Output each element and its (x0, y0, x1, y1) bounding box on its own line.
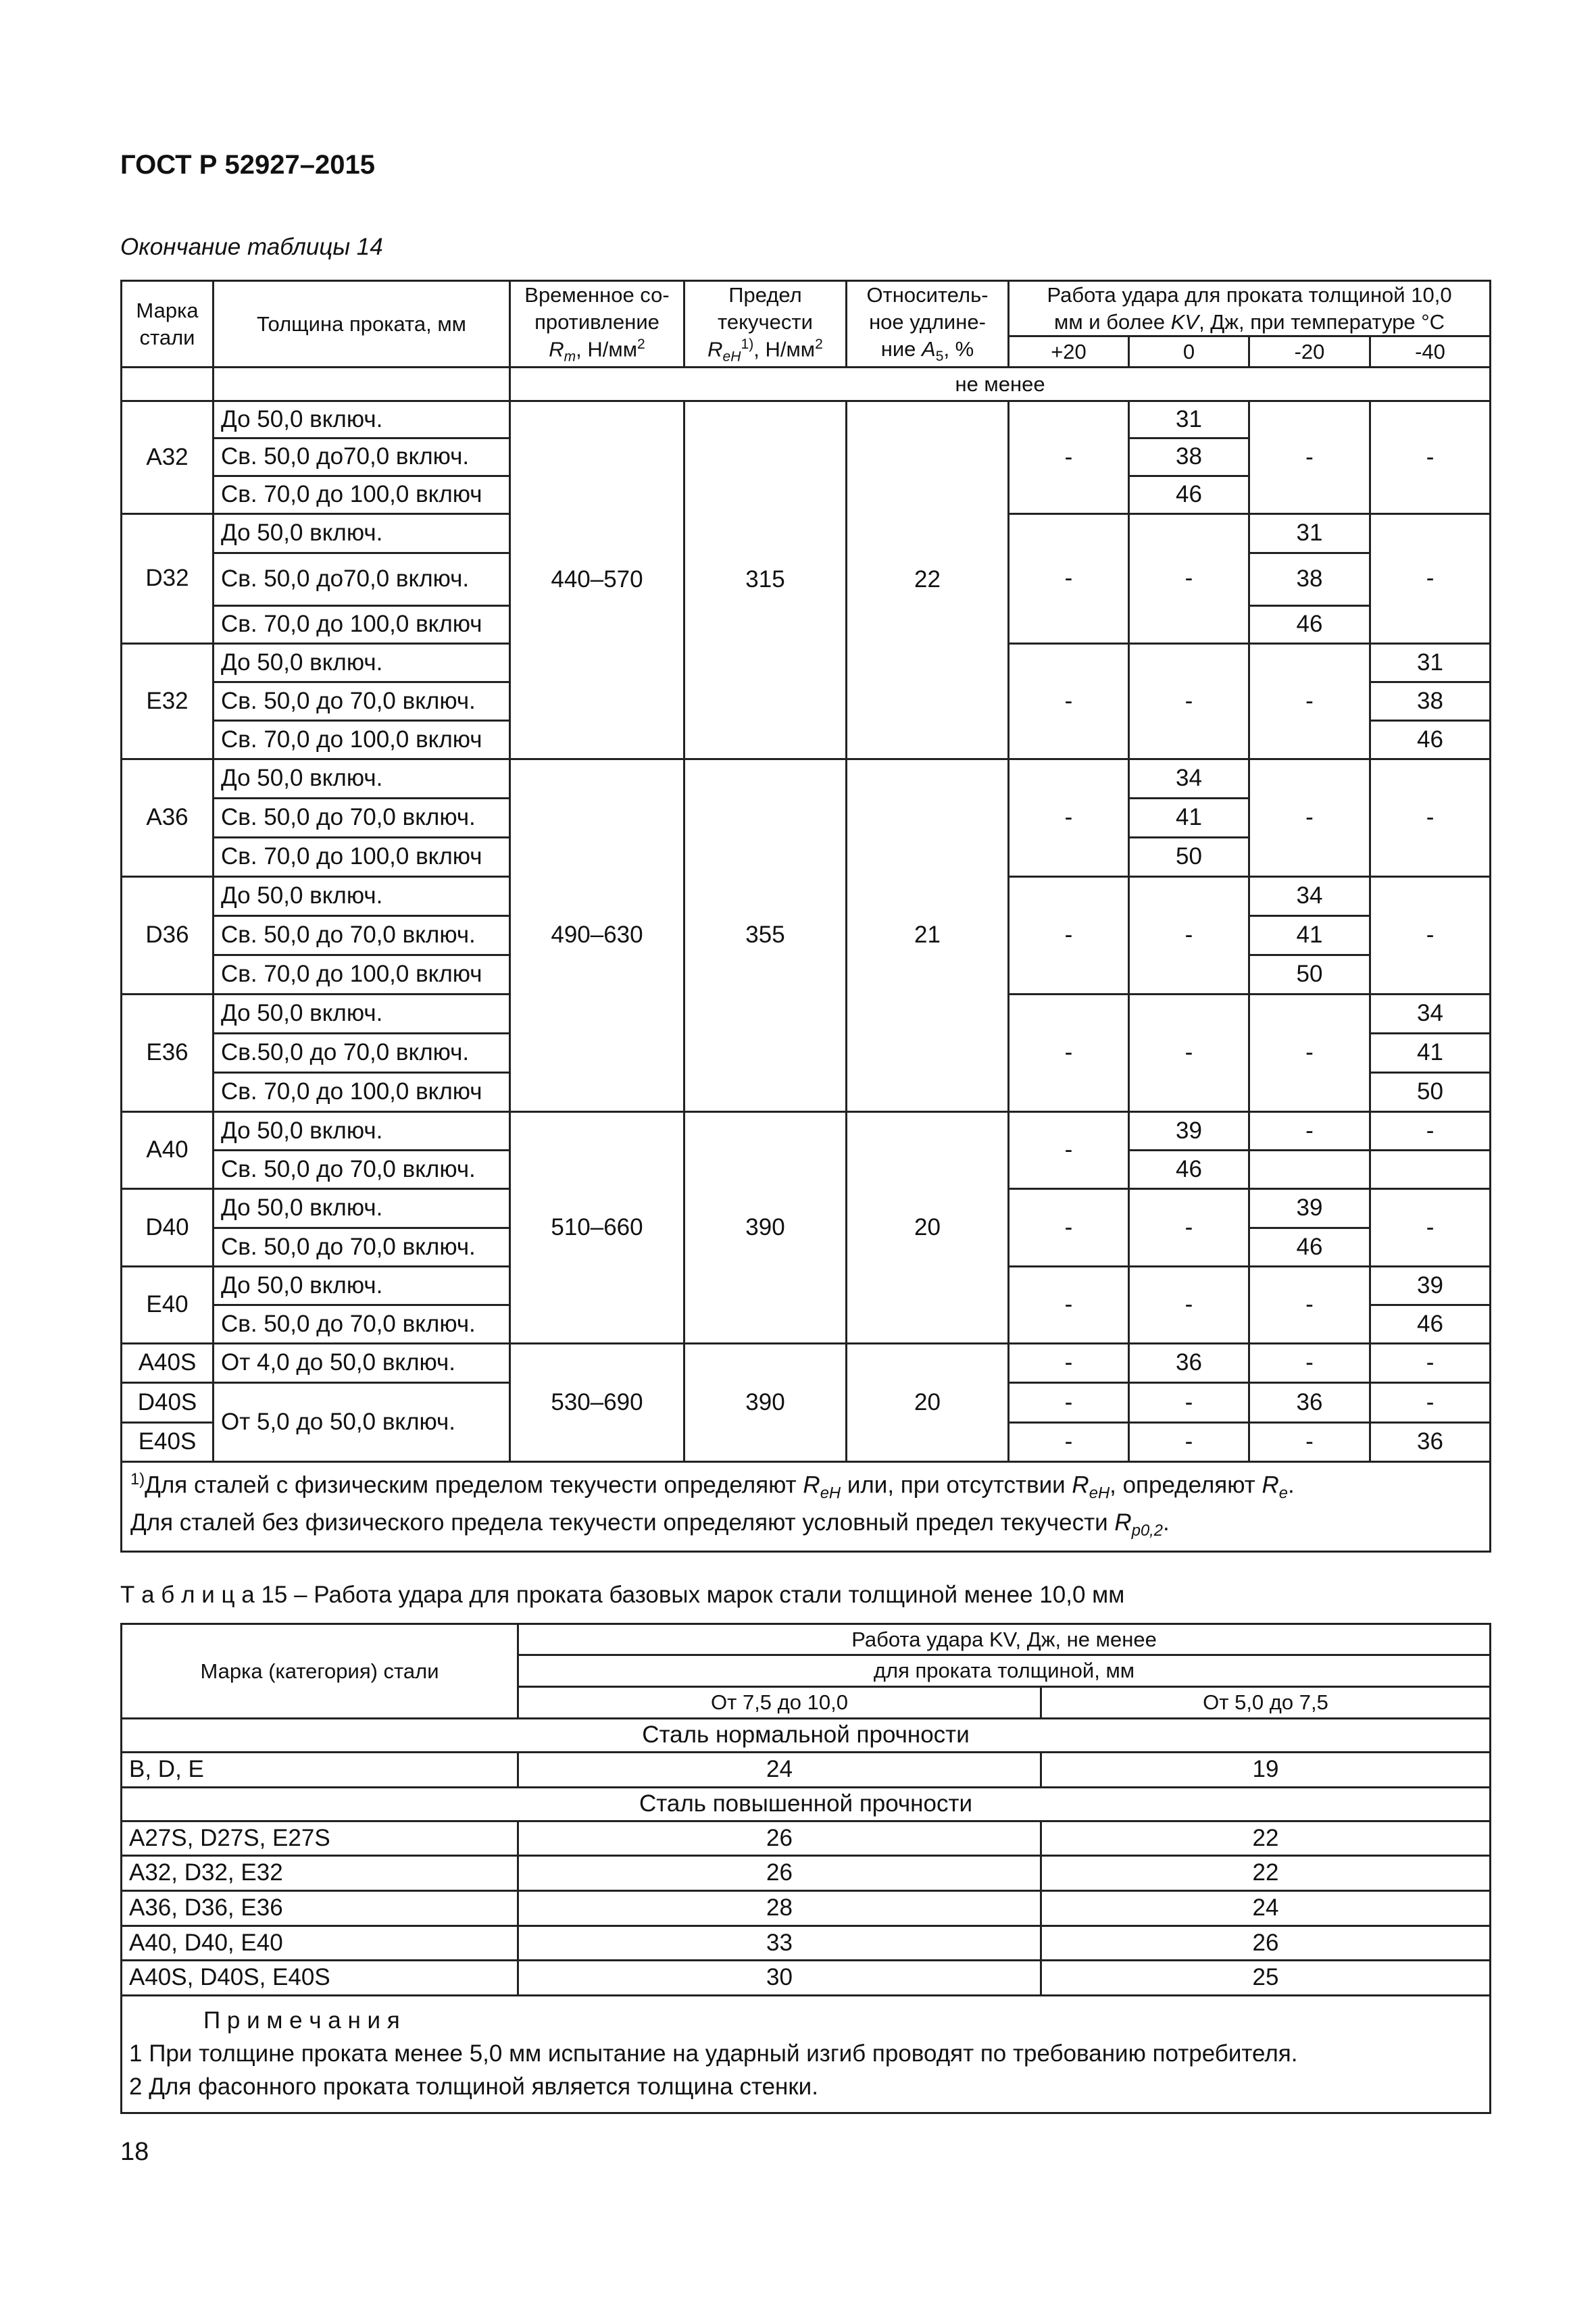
elongation-cell: 20 (847, 1344, 1009, 1462)
thickness-cell: Св. 50,0 до 70,0 включ. (214, 682, 510, 721)
value-cell: 24 (518, 1753, 1041, 1788)
tensile-cell: 530–690 (510, 1344, 684, 1462)
thickness-cell: Св. 50,0 до70,0 включ. (214, 553, 510, 606)
grade-cell: E36 (122, 995, 214, 1112)
thickness-cell: Св. 50,0 до 70,0 включ. (214, 799, 510, 838)
note-1: 1 При толщине проката менее 5,0 мм испытание на ударный изгиб проводят по требованию потребителя. (129, 2040, 1298, 2067)
header-thickness: для проката толщиной, мм (518, 1655, 1491, 1687)
header-min-note: не менее (510, 368, 1491, 401)
impact-cell: - (1009, 644, 1129, 759)
impact-cell: - (1009, 1423, 1129, 1462)
value-cell: 22 (1041, 1856, 1491, 1891)
impact-cell: 31 (1370, 644, 1491, 682)
impact-cell: 46 (1129, 476, 1249, 514)
header-temp: -20 (1249, 336, 1370, 368)
impact-cell: 36 (1129, 1344, 1249, 1383)
impact-cell: - (1370, 514, 1491, 644)
thickness-cell: Св. 70,0 до 100,0 включ (214, 955, 510, 995)
impact-cell: 36 (1370, 1423, 1491, 1462)
elongation-cell: 21 (847, 759, 1009, 1112)
notes-title: П р и м е ч а н и я (203, 2007, 400, 2034)
impact-cell: - (1129, 1189, 1249, 1267)
impact-cell: - (1009, 1344, 1129, 1383)
yield-cell: 390 (684, 1344, 847, 1462)
page-number: 18 (120, 2138, 149, 2166)
impact-cell: - (1249, 1112, 1370, 1151)
impact-cell: - (1370, 1189, 1491, 1267)
thickness-cell: Св. 70,0 до 100,0 включ (214, 476, 510, 514)
impact-cell: 46 (1249, 606, 1370, 644)
grade-cell: A27S, D27S, E27S (122, 1821, 518, 1856)
impact-cell: - (1370, 401, 1491, 514)
impact-cell: - (1129, 1423, 1249, 1462)
impact-cell: - (1370, 877, 1491, 995)
grade-cell: A36, D36, E36 (122, 1891, 518, 1926)
impact-cell: - (1370, 759, 1491, 877)
grade-cell: E40 (122, 1267, 214, 1344)
note-2: 2 Для фасонного проката толщиной является толщина стенки. (129, 2073, 818, 2100)
tensile-cell: 440–570 (510, 401, 684, 759)
impact-cell: 41 (1129, 799, 1249, 838)
thickness-cell: Св.50,0 до 70,0 включ. (214, 1034, 510, 1073)
table-14 (120, 280, 1491, 1553)
value-cell: 24 (1041, 1891, 1491, 1926)
impact-cell: 46 (1129, 1151, 1249, 1189)
impact-cell: 46 (1249, 1228, 1370, 1267)
thickness-cell: Св. 70,0 до 100,0 включ (214, 721, 510, 759)
impact-cell: 39 (1249, 1189, 1370, 1228)
header-tensile-strength: Временное со- противление $R_m$, $Н/мм^2$ (510, 281, 684, 368)
value-cell: 33 (518, 1926, 1041, 1961)
impact-cell: - (1009, 759, 1129, 877)
impact-cell: 41 (1249, 916, 1370, 955)
tensile-cell: 490–630 (510, 759, 684, 1112)
header-temp: +20 (1009, 336, 1129, 368)
grade-cell: A32, D32, E32 (122, 1856, 518, 1891)
impact-cell: 46 (1370, 721, 1491, 759)
grade-cell: A40, D40, E40 (122, 1926, 518, 1961)
grade-cell: A40S (122, 1344, 214, 1383)
impact-cell: - (1370, 1383, 1491, 1423)
yield-cell: 355 (684, 759, 847, 1112)
elongation-cell: 22 (847, 401, 1009, 759)
tensile-cell: 510–660 (510, 1112, 684, 1344)
thickness-cell: Св. 50,0 до 70,0 включ. (214, 1305, 510, 1344)
grade-cell: D32 (122, 514, 214, 644)
impact-cell: - (1129, 1267, 1249, 1344)
impact-cell: - (1009, 1267, 1129, 1344)
impact-cell: - (1249, 995, 1370, 1112)
impact-cell: - (1370, 1344, 1491, 1383)
impact-cell: 50 (1129, 838, 1249, 877)
header-elongation: Относитель- ное удлине- ние $A_5$, % (847, 281, 1009, 368)
table-14-footnote: $^{1)}$Для сталей с физическим пределом текучести определяют $R_{eH}$ или, при отсутствии $R_{eH}$, определяют $R_e$. Для сталей без физического предела текучести определяют условный предел текучести $R_{p0,2}$. (122, 1462, 1491, 1552)
table-15 (120, 1623, 1491, 2114)
thickness-cell: Св. 70,0 до 100,0 включ (214, 606, 510, 644)
value-cell: 28 (518, 1891, 1041, 1926)
thickness-cell: До 50,0 включ. (214, 644, 510, 682)
thickness-cell: Св. 50,0 до70,0 включ. (214, 438, 510, 476)
header-thickness: Толщина проката, мм (214, 281, 510, 368)
impact-cell: - (1249, 1344, 1370, 1383)
impact-cell: - (1129, 1383, 1249, 1423)
value-cell: 26 (518, 1856, 1041, 1891)
header-yield-strength: Предел текучести $R_{eH}^{1)}$, $Н/мм^2$ (684, 281, 847, 368)
thickness-cell: Св. 50,0 до 70,0 включ. (214, 916, 510, 955)
impact-cell: - (1129, 995, 1249, 1112)
thickness-cell: Св. 70,0 до 100,0 включ (214, 1073, 510, 1112)
impact-cell: 34 (1129, 759, 1249, 799)
thickness-cell: До 50,0 включ. (214, 401, 510, 438)
thickness-cell: До 50,0 включ. (214, 995, 510, 1034)
grade-cell: A32 (122, 401, 214, 514)
thickness-cell: До 50,0 включ. (214, 514, 510, 553)
grade-cell: A40S, D40S, E40S (122, 1961, 518, 1996)
impact-cell: - (1129, 644, 1249, 759)
value-cell: 30 (518, 1961, 1041, 1996)
impact-cell: - (1009, 1383, 1129, 1423)
impact-cell: 46 (1370, 1305, 1491, 1344)
table-14-continuation-caption: Окончание таблицы 14 (120, 234, 383, 260)
table-15-caption: Т а б л и ц а 15 – Работа удара для проката базовых марок стали толщиной менее 10,0 мм (120, 1582, 1125, 1608)
grade-cell: A40 (122, 1112, 214, 1189)
section-normal-strength: Сталь нормальной прочности (122, 1719, 1491, 1753)
grade-cell: A36 (122, 759, 214, 877)
thickness-cell: До 50,0 включ. (214, 759, 510, 799)
impact-cell: - (1249, 401, 1370, 514)
header-impact-energy: Работа удара для проката толщиной 10,0 мм и более KV, Дж, при температуре °С (1009, 281, 1491, 336)
impact-cell: - (1009, 1189, 1129, 1267)
value-cell: 26 (1041, 1926, 1491, 1961)
impact-cell: - (1249, 644, 1370, 759)
impact-cell: 38 (1249, 553, 1370, 606)
impact-cell: - (1009, 1112, 1129, 1189)
thickness-cell: До 50,0 включ. (214, 1112, 510, 1151)
impact-cell: - (1009, 514, 1129, 644)
table-15-notes (122, 1996, 1491, 2113)
header-grade: Марка стали (122, 281, 214, 368)
impact-cell: 41 (1370, 1034, 1491, 1073)
grade-cell: E32 (122, 644, 214, 759)
section-high-strength: Сталь повышенной прочности (122, 1788, 1491, 1821)
impact-cell: 50 (1249, 955, 1370, 995)
impact-cell: 38 (1129, 438, 1249, 476)
header-temp: 0 (1129, 336, 1249, 368)
impact-cell: - (1249, 759, 1370, 877)
thickness-cell: Св. 50,0 до 70,0 включ. (214, 1151, 510, 1189)
impact-cell: 31 (1129, 401, 1249, 438)
value-cell: 25 (1041, 1961, 1491, 1996)
value-cell: 22 (1041, 1821, 1491, 1856)
header-col-5-7-5: От 5,0 до 7,5 (1041, 1687, 1491, 1719)
grade-cell: D40S (122, 1383, 214, 1423)
impact-cell: - (1009, 877, 1129, 995)
header-col-7-5-10: От 7,5 до 10,0 (518, 1687, 1041, 1719)
impact-cell: - (1009, 401, 1129, 514)
impact-cell: 34 (1370, 995, 1491, 1034)
impact-cell: 31 (1249, 514, 1370, 553)
grade-cell: B, D, E (122, 1753, 518, 1788)
thickness-cell: От 4,0 до 50,0 включ. (214, 1344, 510, 1383)
impact-cell: - (1249, 1267, 1370, 1344)
impact-cell: - (1129, 877, 1249, 995)
header-grade-category: Марка (категория) стали (122, 1624, 518, 1719)
thickness-cell: Св. 50,0 до 70,0 включ. (214, 1228, 510, 1267)
grade-cell: D36 (122, 877, 214, 995)
header-temp: -40 (1370, 336, 1491, 368)
header-impact-kv: Работа удара KV, Дж, не менее (518, 1624, 1491, 1655)
document-header: ГОСТ Р 52927–2015 (120, 150, 375, 180)
thickness-cell: До 50,0 включ. (214, 1267, 510, 1305)
elongation-cell: 20 (847, 1112, 1009, 1344)
impact-cell: - (1009, 995, 1129, 1112)
impact-cell: 34 (1249, 877, 1370, 916)
thickness-cell: До 50,0 включ. (214, 877, 510, 916)
impact-cell: - (1129, 514, 1249, 644)
thickness-cell: До 50,0 включ. (214, 1189, 510, 1228)
grade-cell: D40 (122, 1189, 214, 1267)
impact-cell: - (1249, 1423, 1370, 1462)
impact-cell: - (1370, 1112, 1491, 1151)
impact-cell: 39 (1370, 1267, 1491, 1305)
impact-cell: 39 (1129, 1112, 1249, 1151)
yield-cell: 390 (684, 1112, 847, 1344)
impact-cell: 38 (1370, 682, 1491, 721)
grade-cell: E40S (122, 1423, 214, 1462)
value-cell: 19 (1041, 1753, 1491, 1788)
thickness-cell: От 5,0 до 50,0 включ. (214, 1383, 510, 1462)
impact-cell: 50 (1370, 1073, 1491, 1112)
value-cell: 26 (518, 1821, 1041, 1856)
impact-cell: 36 (1249, 1383, 1370, 1423)
thickness-cell: Св. 70,0 до 100,0 включ (214, 838, 510, 877)
yield-cell: 315 (684, 401, 847, 759)
